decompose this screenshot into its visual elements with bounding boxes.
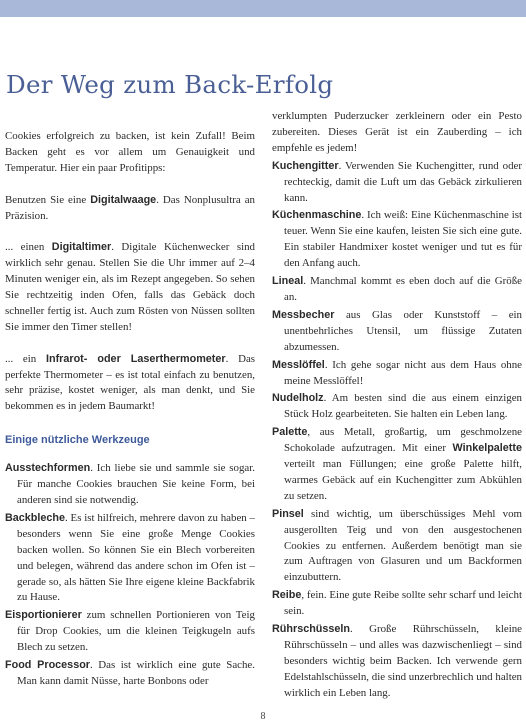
tip-text: . Das Nonplusultra an Präzision. xyxy=(5,193,255,222)
tool-term: Lineal xyxy=(272,275,304,288)
tool-entry-kuchengitter xyxy=(272,159,522,207)
tool-entry-kuechenmaschine xyxy=(272,208,522,272)
tip-term: Digitaltimer xyxy=(51,241,112,254)
tip-text: ... ein xyxy=(5,352,46,365)
tool-description: verteilt man Füllungen; eine große Palette hilft, warmes Gebäck auf ein Kuchengitter zum Abkühlen zu setzen. xyxy=(284,458,522,502)
tool-term: Kuchengitter xyxy=(272,159,339,172)
page-title: Der Weg zum Back-Erfolg xyxy=(6,70,334,99)
tool-term: Ausstechformen xyxy=(5,462,91,475)
tool-entry-backbleche xyxy=(5,511,255,606)
tool-description: . Verwenden Sie Kuchengitter, rund oder rechteckig, damit die Luft um das Gebäck zirkulieren kann. xyxy=(284,159,522,204)
tool-description: . Ich gehe sogar nicht aus dem Haus ohne meine Messlöffel! xyxy=(284,358,522,387)
tool-term: Messlöffel xyxy=(272,358,325,371)
tip-digitalwaage xyxy=(5,193,255,225)
page-number: 8 xyxy=(260,711,266,722)
intro-paragraph: Cookies erfolgreich zu backen, ist kein Zufall! Beim Backen geht es vor allem um Genauigkeit und Temperatur. Hier ein paar Profitipps: xyxy=(5,130,255,174)
tool-entry-pinsel xyxy=(272,507,522,587)
tool-entry-messloeffel xyxy=(272,358,522,390)
left-column xyxy=(5,129,255,692)
tool-term: Messbecher xyxy=(272,308,335,321)
tool-term: Eisportionierer xyxy=(5,609,82,622)
tool-description: . Das ist wirklich eine gute Sache. Man kann damit Nüsse, harte Bonbons oder xyxy=(17,659,255,687)
tip-text: . Digitale Küchenwecker sind wirklich sehr genau. Stellen Sie die Uhr immer auf 2–4 Minuten weniger ein, als im Rezept angegeben. So sehen Sie rechtzeitig inden Ofen, falls das Gebäck doch schneller fertig ist. Auch zum Rösten von Nüssen sollten Sie immer den Timer stellen! xyxy=(5,241,255,333)
tool-description: . Ich liebe sie und sammle sie sogar. Für manche Cookies brauchen Sie keine Form, bei anderen sind sie notwendig. xyxy=(17,462,255,506)
tool-entry-messbecher xyxy=(272,308,522,356)
tool-term: Palette xyxy=(272,426,308,439)
tool-description: sind wichtig, um überschüssiges Mehl vom ausgerollten Teig und von den ausgestochenen Cookies zu entfernen. Außerdem benötigt man sie zum Auftragen von Glasuren und um Backformen einzubuttern. xyxy=(284,507,522,584)
tip-text: Benutzen Sie eine xyxy=(5,193,91,206)
tool-description: . Manchmal kommt es eben doch auf die Größe an. xyxy=(284,275,522,303)
tool-description: . Am besten sind die aus einem einzigen Stück Holz gearbeiteten. Sie halten ein Leben lang. xyxy=(284,392,522,421)
tool-description: . Große Rührschüsseln, kleine Rührschüsseln – und alles was dazwischenliegt – sind besonders wichtig beim Backen. Ich verwende gern Edelstahlschüsseln, die sind unzerbrechlich und halten wirklich ein Leben lang. xyxy=(284,623,522,699)
tip-text: . Das perfekte Thermometer – es ist total einfach zu benutzen, sehr präzise, kostet weniger, als man denkt, und Sie bekommen es in jedem Baumarkt! xyxy=(5,352,256,413)
right-column xyxy=(272,109,522,704)
tool-term-secondary: Winkelpalette xyxy=(452,442,522,455)
tools-section-heading: Einige nützliche Werkzeuge xyxy=(5,434,150,447)
tip-digitaltimer xyxy=(5,240,255,335)
header-color-bar xyxy=(0,0,526,17)
tool-term: Reibe xyxy=(272,589,302,602)
tool-entry-palette xyxy=(272,425,522,505)
tool-entry-food-processor xyxy=(5,658,255,690)
tool-description: aus Glas oder Kunststoff – ein unentbehrliches Utensil, um flüssige Zutaten abzumessen. xyxy=(284,308,522,353)
tip-term: Digitalwaage xyxy=(90,193,157,206)
tool-entry-nudelholz xyxy=(272,391,522,423)
tool-description: . Ich weiß: Eine Küchenmaschine ist teuer. Wenn Sie eine kaufen, leisten Sie sich eine gute. Ein stabiler Handmixer kostet weniger und tut es für den Anfang auch. xyxy=(284,209,522,270)
tip-term: Infrarot- oder Laserthermometer xyxy=(45,352,226,365)
tool-term: Rührschüsseln xyxy=(272,623,350,636)
tool-term: Backbleche xyxy=(5,511,66,524)
tool-description: . Es ist hilfreich, mehrere davon zu haben – besonders wenn Sie eine große Menge Cookies backen wollen. So können Sie ein Blech vorbereiten und belegen, während das andere schon im Ofen ist – gerade so, als hätten Sie Ihre eigene kleine Backfabrik zu Hause. xyxy=(17,511,255,604)
tool-entry-reibe xyxy=(272,588,522,620)
tip-text: ... einen xyxy=(5,241,52,254)
food-processor-continuation-space: verklumpten Puderzucker zerkleinern oder ein Pesto zubereiten. Dieses Gerät ist ein Zauberding – ich empfehle es jedem! xyxy=(272,110,522,154)
tip-thermometer xyxy=(5,352,255,416)
tool-entry-ausstechformen xyxy=(5,461,255,509)
tool-description: , fein. Eine gute Reibe sollte sehr scharf und leicht sein. xyxy=(284,589,522,618)
tool-description: zum schnellen Portionieren von Teig für Drop Cookies, um die kleinen Teigkugeln aufs Blech zu setzen. xyxy=(17,609,255,654)
tool-term: Pinsel xyxy=(272,507,304,520)
tool-description: , aus Metall, großartig, um geschmolzene Schokolade aufzutragen. Mit einer xyxy=(284,426,522,455)
tool-entry-lineal xyxy=(272,274,522,306)
tool-term: Küchenmaschine xyxy=(272,209,362,222)
tool-term: Food Processor xyxy=(5,659,90,672)
tool-entry-eisportionierer xyxy=(5,608,255,656)
tool-entry-ruehrschuesseln xyxy=(272,622,522,702)
tool-term: Nudelholz xyxy=(272,392,324,405)
